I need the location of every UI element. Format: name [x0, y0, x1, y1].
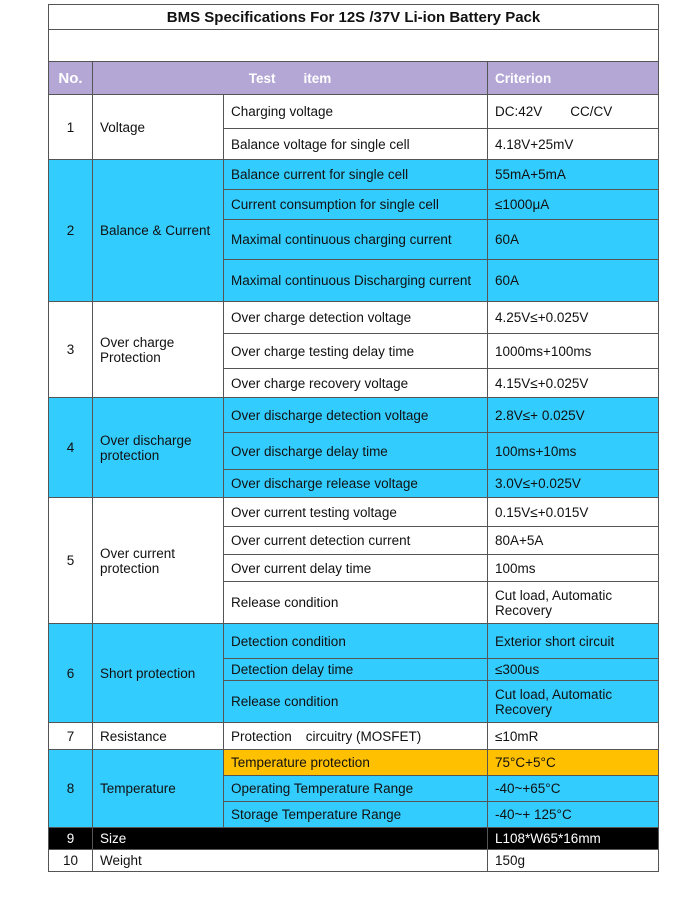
blank-row	[49, 30, 659, 62]
document-title: BMS Specifications For 12S /37V Li-ion Battery Pack	[49, 5, 659, 30]
group-name: Short protection	[93, 624, 224, 723]
criterion-value: 4.18V+25mV	[488, 129, 659, 160]
title-row	[49, 5, 659, 30]
test-item: Over charge detection voltage	[224, 302, 488, 334]
test-item: Protection circuitry (MOSFET)	[224, 723, 488, 750]
criterion-value: 3.0V≤+0.025V	[488, 470, 659, 498]
test-item: Over charge testing delay time	[224, 334, 488, 369]
group-name: Weight	[93, 850, 488, 872]
test-item: Maximal continuous charging current	[224, 220, 488, 260]
criterion-value: 1000ms+100ms	[488, 334, 659, 369]
criterion-value: ≤10mR	[488, 723, 659, 750]
criterion-value: DC:42V CC/CV	[488, 95, 659, 129]
group-name: Over current protection	[93, 498, 224, 624]
criterion-value: Cut load, Automatic Recovery	[488, 681, 659, 723]
table-row	[49, 498, 659, 527]
table-row	[49, 723, 659, 750]
test-item: Balance voltage for single cell	[224, 129, 488, 160]
header-criterion: Criterion	[488, 62, 659, 95]
group-number: 7	[49, 723, 93, 750]
group-number: 4	[49, 398, 93, 498]
table-row	[49, 750, 659, 776]
test-item: Over discharge delay time	[224, 433, 488, 470]
test-item: Balance current for single cell	[224, 160, 488, 190]
table-row	[49, 624, 659, 659]
group-name: Over charge Protection	[93, 302, 224, 398]
criterion-value: 150g	[488, 850, 659, 872]
group-name: Voltage	[93, 95, 224, 160]
test-item: Charging voltage	[224, 95, 488, 129]
group-number: 5	[49, 498, 93, 624]
test-item: Storage Temperature Range	[224, 802, 488, 828]
group-name: Resistance	[93, 723, 224, 750]
criterion-value: L108*W65*16mm	[488, 828, 659, 850]
criterion-value: 100ms+10ms	[488, 433, 659, 470]
test-item: Over discharge release voltage	[224, 470, 488, 498]
table-row	[49, 302, 659, 334]
group-name: Temperature	[93, 750, 224, 828]
group-number: 9	[49, 828, 93, 850]
group-name: Size	[93, 828, 488, 850]
criterion-value: 60A	[488, 220, 659, 260]
test-item: Over current detection current	[224, 527, 488, 555]
criterion-value: 100ms	[488, 555, 659, 582]
group-number: 8	[49, 750, 93, 828]
test-item: Over current delay time	[224, 555, 488, 582]
test-item: Over charge recovery voltage	[224, 369, 488, 398]
table-row	[49, 95, 659, 129]
test-item: Over discharge detection voltage	[224, 398, 488, 433]
table-row	[49, 850, 659, 872]
test-item: Maximal continuous Discharging current	[224, 260, 488, 302]
criterion-value: Exterior short circuit	[488, 624, 659, 659]
header-row	[49, 62, 659, 95]
criterion-value: 55mA+5mA	[488, 160, 659, 190]
group-number: 10	[49, 850, 93, 872]
criterion-value: 0.15V≤+0.015V	[488, 498, 659, 527]
criterion-value: 2.8V≤+ 0.025V	[488, 398, 659, 433]
criterion-value: Cut load, Automatic Recovery	[488, 582, 659, 624]
test-item: Detection condition	[224, 624, 488, 659]
group-name: Over discharge protection	[93, 398, 224, 498]
criterion-value: ≤1000μA	[488, 190, 659, 220]
criterion-value: -40~+ 125°C	[488, 802, 659, 828]
criterion-value: 75°C+5°C	[488, 750, 659, 776]
test-item: Operating Temperature Range	[224, 776, 488, 802]
test-item: Release condition	[224, 681, 488, 723]
group-name: Balance & Current	[93, 160, 224, 302]
test-item: Release condition	[224, 582, 488, 624]
criterion-value: 80A+5A	[488, 527, 659, 555]
test-item: Temperature protection	[224, 750, 488, 776]
criterion-value: 4.15V≤+0.025V	[488, 369, 659, 398]
header-no: No.	[49, 62, 93, 95]
table-row	[49, 398, 659, 433]
test-item: Detection delay time	[224, 659, 488, 681]
bms-spec-table	[48, 4, 659, 872]
group-number: 3	[49, 302, 93, 398]
group-number: 2	[49, 160, 93, 302]
criterion-value: 4.25V≤+0.025V	[488, 302, 659, 334]
group-number: 1	[49, 95, 93, 160]
criterion-value: 60A	[488, 260, 659, 302]
criterion-value: ≤300us	[488, 659, 659, 681]
test-item: Over current testing voltage	[224, 498, 488, 527]
group-number: 6	[49, 624, 93, 723]
table-row	[49, 828, 659, 850]
table-row	[49, 160, 659, 190]
criterion-value: -40~+65°C	[488, 776, 659, 802]
test-item: Current consumption for single cell	[224, 190, 488, 220]
header-test-item: Test item	[93, 62, 488, 95]
